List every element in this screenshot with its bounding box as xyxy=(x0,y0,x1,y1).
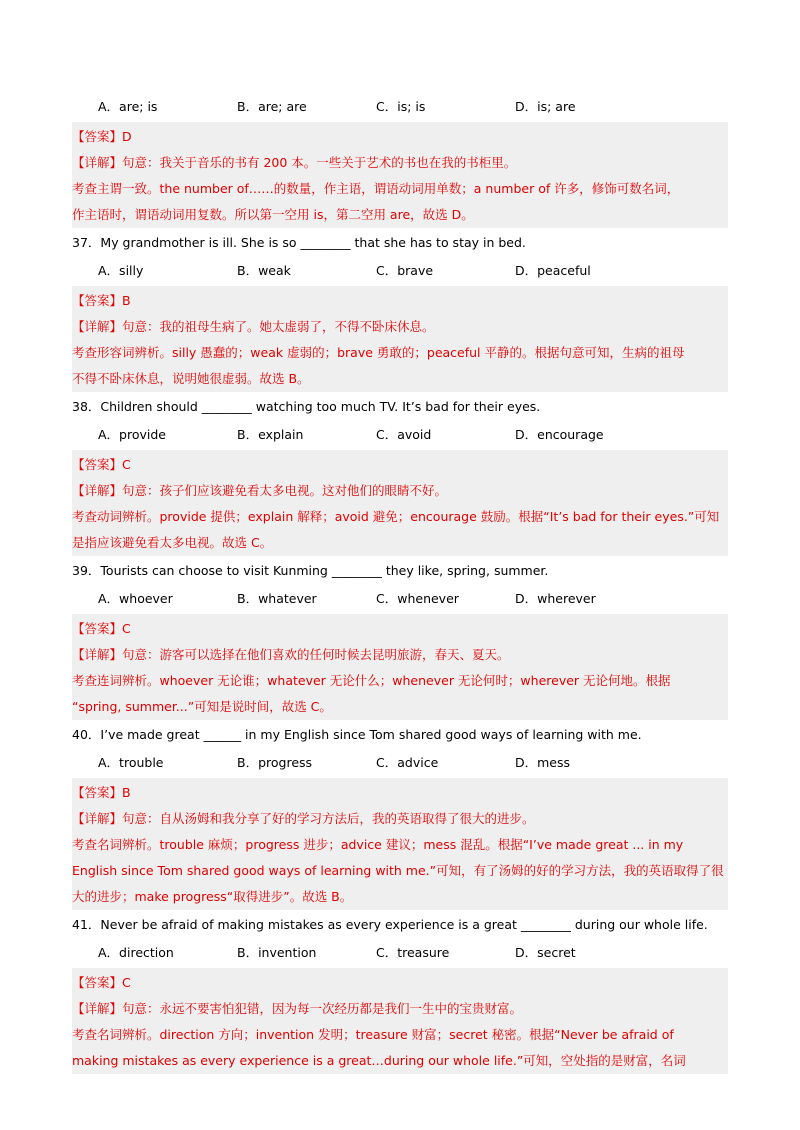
option-a: A．direction xyxy=(98,945,174,960)
question-list xyxy=(72,92,728,1074)
answer-line: 【答案】B xyxy=(72,293,131,308)
detail-line: 【详解】句意：永远不要害怕犯错，因为每一次经历都是我们一生中的宝贵财富。 xyxy=(72,1001,523,1016)
options-row xyxy=(72,256,728,284)
option-c: C．whenever xyxy=(376,591,459,606)
question-41 xyxy=(72,912,728,1074)
option-b: B．explain xyxy=(237,427,304,442)
answer-block xyxy=(72,968,728,1074)
detail-line: 【详解】句意：自从汤姆和我分享了好的学习方法后，我的英语取得了很大的进步。 xyxy=(72,811,535,826)
option-b: B．invention xyxy=(237,945,317,960)
answer-block xyxy=(72,778,728,910)
answer-line: 【答案】B xyxy=(72,785,131,800)
question-stem: 41．Never be afraid of making mistakes as every experience is a great ________ during our whole life. xyxy=(72,917,708,932)
detail-line: 考查动词辨析。provide 提供；explain 解释；avoid 避免；encourage 鼓励。根据“It’s bad for their eyes.”可知 xyxy=(72,509,720,524)
answer-block xyxy=(72,614,728,720)
detail-line: making mistakes as every experience is a great…during our whole life.”可知，空处指的是财富，名词 xyxy=(72,1053,686,1068)
option-c: C．brave xyxy=(376,263,434,278)
detail-line: 考查名词辨析。trouble 麻烦；progress 进步；advice 建议；mess 混乱。根据“I’ve made great ... in my xyxy=(72,837,684,852)
answer-line: 【答案】C xyxy=(72,621,131,636)
option-d: D．wherever xyxy=(515,591,596,606)
detail-line: English since Tom shared good ways of learning with me.”可知，有了汤姆的好的学习方法，我的英语取得了很 xyxy=(72,863,724,878)
detail-line: 作主语时，谓语动词用复数。所以第一空用 is，第二空用 are，故选 D。 xyxy=(72,207,474,222)
option-a: A．are; is xyxy=(98,99,158,114)
detail-line: “spring, summer...”可知是说时间，故选 C。 xyxy=(72,699,332,714)
detail-line: 【详解】句意：游客可以选择在他们喜欢的任何时候去昆明旅游，春天、夏天。 xyxy=(72,647,510,662)
option-a: A．trouble xyxy=(98,755,164,770)
detail-line: 【详解】句意：我关于音乐的书有 200 本。一些关于艺术的书也在我的书柜里。 xyxy=(72,155,517,170)
option-c: C．avoid xyxy=(376,427,432,442)
question-stem: 38．Children should ________ watching too much TV. It’s bad for their eyes. xyxy=(72,399,541,414)
option-b: B．are; are xyxy=(237,99,307,114)
detail-line: 【详解】句意：我的祖母生病了。她太虚弱了，不得不卧床休息。 xyxy=(72,319,435,334)
question-stem: 39．Tourists can choose to visit Kunming ________ they like, spring, summer. xyxy=(72,563,549,578)
option-b: B．progress xyxy=(237,755,313,770)
answer-line: 【答案】C xyxy=(72,975,131,990)
detail-line: 考查形容词辨析。silly 愚蠢的；weak 虚弱的；brave 勇敢的；peaceful 平静的。根据句意可知，生病的祖母 xyxy=(72,345,685,360)
detail-line: 不得不卧床休息，说明她很虚弱。故选 B。 xyxy=(72,371,310,386)
option-b: B．whatever xyxy=(237,591,317,606)
question-stem: 37．My grandmother is ill. She is so ________ that she has to stay in bed. xyxy=(72,235,526,250)
detail-line: 考查主谓一致。the number of……的数量，作主语，谓语动词用单数；a number of 许多，修饰可数名词， xyxy=(72,181,680,196)
option-c: C．is; is xyxy=(376,99,426,114)
options-row xyxy=(72,584,728,612)
option-a: A．whoever xyxy=(98,591,173,606)
options-row xyxy=(72,938,728,966)
detail-line: 【详解】句意：孩子们应该避免看太多电视。这对他们的眼睛不好。 xyxy=(72,483,448,498)
option-d: D．mess xyxy=(515,755,571,770)
answer-block xyxy=(72,286,728,392)
option-d: D．peaceful xyxy=(515,263,591,278)
answer-line: 【答案】D xyxy=(72,129,132,144)
options-row xyxy=(72,420,728,448)
option-d: D．is; are xyxy=(515,99,576,114)
question-stem: 40．I’ve made great ______ in my English since Tom shared good ways of learning with me. xyxy=(72,727,642,742)
answer-block xyxy=(72,122,728,228)
answer-line: 【答案】C xyxy=(72,457,131,472)
options-row xyxy=(72,92,728,120)
detail-line: 是指应该避免看太多电视。故选 C。 xyxy=(72,535,273,550)
answer-block xyxy=(72,450,728,556)
question-39 xyxy=(72,558,728,720)
question-36 xyxy=(72,92,728,228)
detail-line: 大的进步；make progress“取得进步”。故选 B。 xyxy=(72,889,353,904)
option-b: B．weak xyxy=(237,263,291,278)
question-40 xyxy=(72,722,728,910)
detail-line: 考查名词辨析。direction 方向；invention 发明；treasure 财富；secret 秘密。根据“Never be afraid of xyxy=(72,1027,674,1042)
question-38 xyxy=(72,394,728,556)
option-a: A．provide xyxy=(98,427,166,442)
option-d: D．secret xyxy=(515,945,576,960)
options-row xyxy=(72,748,728,776)
option-c: C．advice xyxy=(376,755,439,770)
detail-line: 考查连词辨析。whoever 无论谁；whatever 无论什么；whenever 无论何时；wherever 无论何地。根据 xyxy=(72,673,671,688)
option-a: A．silly xyxy=(98,263,144,278)
option-d: D．encourage xyxy=(515,427,604,442)
option-c: C．treasure xyxy=(376,945,450,960)
question-37 xyxy=(72,230,728,392)
